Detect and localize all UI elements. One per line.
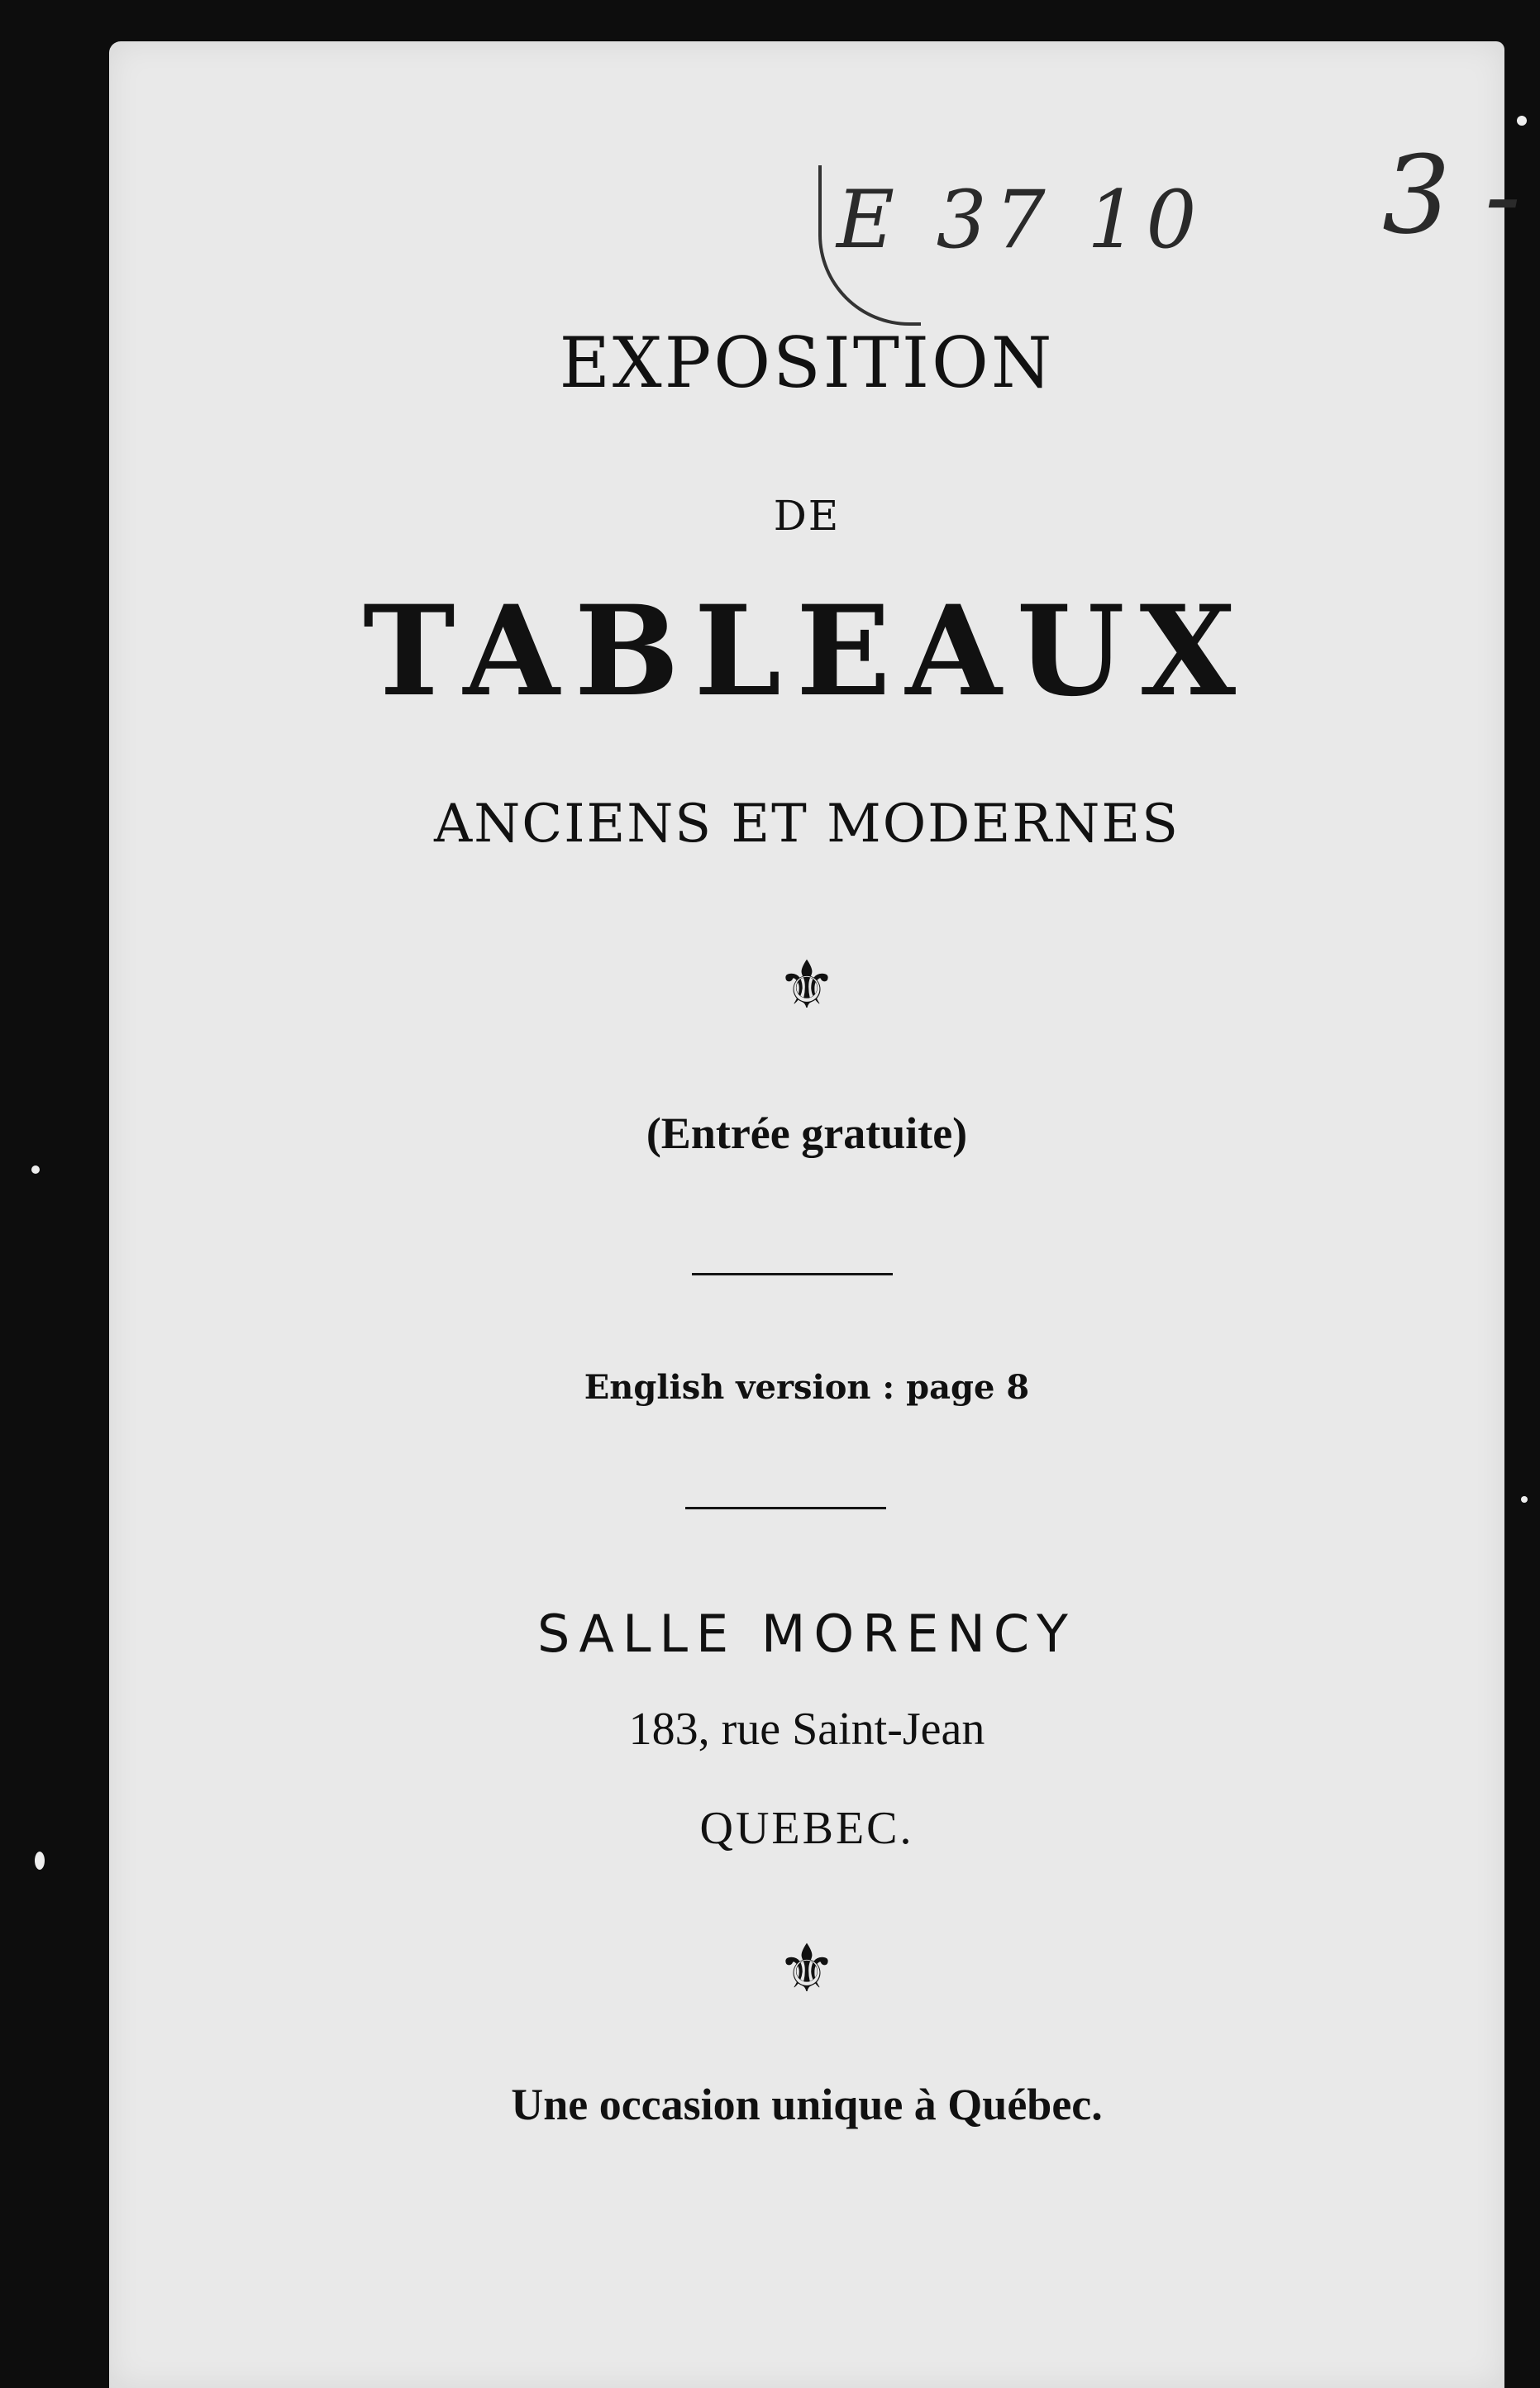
english-version-note: English version : page 8: [584, 1368, 1030, 1407]
film-speck: [1521, 1496, 1528, 1503]
tagline: Une occasion unique à Québec.: [511, 2080, 1103, 2129]
title-de: DE: [773, 492, 841, 540]
admission-note: (Entrée gratuite): [646, 1108, 968, 1158]
film-speck: [1517, 116, 1527, 126]
fleur-de-lis-icon: ⚜: [777, 946, 837, 1023]
film-speck: [31, 1165, 40, 1174]
fleur-de-lis-icon: ⚜: [777, 1930, 837, 2007]
handwritten-reference: E 37 10: [837, 174, 1205, 266]
film-speck: [35, 1852, 45, 1870]
venue-name: SALLE MORENCY: [537, 1604, 1076, 1664]
document-page: [109, 41, 1521, 2388]
venue-city: QUEBEC.: [699, 1803, 914, 1854]
divider-rule: [692, 1273, 893, 1275]
divider-rule: [685, 1507, 886, 1509]
subtitle-anciens-et-modernes: ANCIENS ET MODERNES: [434, 794, 1180, 855]
handwritten-page-number: 3 -: [1382, 132, 1521, 258]
venue-address: 183, rue Saint-Jean: [628, 1704, 985, 1755]
title-tableaux: TABLEAUX: [363, 579, 1251, 724]
title-exposition: EXPOSITION: [559, 322, 1055, 403]
